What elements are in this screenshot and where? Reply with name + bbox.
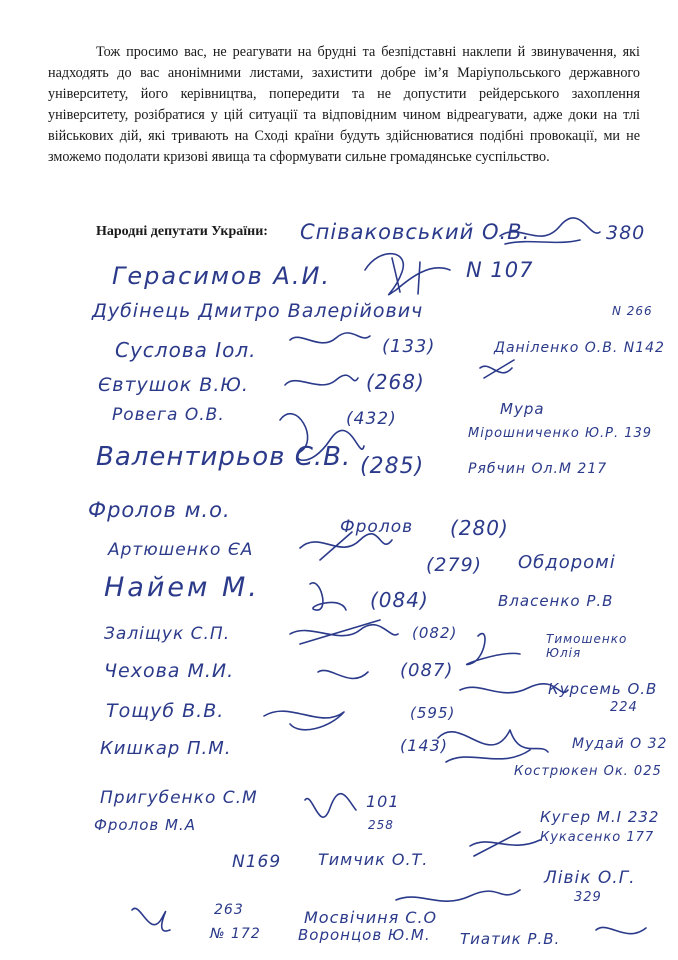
signature-scribble bbox=[290, 333, 370, 343]
handwritten-name: Співаковський О.В. bbox=[300, 220, 531, 244]
handwritten-name: Власенко Р.В bbox=[498, 592, 614, 610]
signature-scribble bbox=[305, 794, 356, 817]
signature-scribble bbox=[290, 620, 398, 644]
handwritten-name: Кострюкен Ок. 025 bbox=[514, 764, 662, 779]
handwritten-name: Герасимов А.И. bbox=[112, 262, 332, 290]
handwritten-name: Валентирьов С.В. bbox=[96, 442, 352, 472]
handwritten-name: Курсемь О.В bbox=[548, 680, 658, 698]
signature-scribble bbox=[467, 634, 520, 665]
handwritten-number: (268) bbox=[366, 370, 425, 394]
signature-scribble bbox=[438, 730, 548, 762]
handwritten-number: 329 bbox=[574, 890, 602, 905]
handwritten-number: 224 bbox=[610, 700, 638, 715]
handwritten-name: Євтушок В.Ю. bbox=[98, 374, 249, 396]
handwritten-name: Фролов м.о. bbox=[88, 498, 231, 522]
handwritten-name: Кишкар П.М. bbox=[100, 738, 232, 759]
handwritten-number: № 172 bbox=[210, 926, 261, 942]
handwritten-number: (280) bbox=[450, 516, 509, 540]
handwritten-number: (084) bbox=[370, 588, 429, 612]
handwritten-number: N 107 bbox=[466, 258, 534, 282]
handwritten-number: (143) bbox=[400, 736, 449, 755]
handwritten-number: (279) bbox=[426, 554, 483, 576]
handwritten-name: Кукасенко 177 bbox=[540, 830, 655, 845]
handwritten-name: Мірошниченко Ю.Р. 139 bbox=[468, 426, 653, 441]
handwritten-name: Фролов М.А bbox=[94, 816, 196, 834]
handwritten-name: Кугер М.І 232 bbox=[540, 808, 660, 826]
handwritten-name: Чеховa М.И. bbox=[104, 660, 235, 682]
handwritten-number: N 266 bbox=[612, 304, 653, 318]
handwritten-name: Фролов bbox=[340, 517, 414, 537]
handwritten-name: Мудай О 32 bbox=[572, 736, 668, 752]
handwritten-name: Мура bbox=[500, 400, 545, 418]
handwritten-name: Ровега О.В. bbox=[112, 405, 225, 425]
signatories-heading: Народні депутати України: bbox=[96, 224, 268, 239]
handwritten-number: (432) bbox=[346, 409, 397, 429]
signature-scribble bbox=[285, 375, 358, 385]
handwritten-number: (087) bbox=[400, 660, 454, 681]
handwritten-name: Суслова Іол. bbox=[115, 338, 257, 362]
handwritten-number: (595) bbox=[410, 704, 456, 722]
signature-scribble bbox=[470, 832, 540, 856]
signature-scribble bbox=[596, 927, 646, 933]
handwritten-number: 263 bbox=[214, 902, 244, 918]
handwritten-number: N169 bbox=[232, 852, 282, 872]
letter-paragraph: Тож просимо вас, не реагувати на брудні та безпідставні наклепи й звинувачення, які надходять до вас анонімними листами, захистити добре ім’я Маріупольського державного університету, його керівництва, попередити та не допустити рейдерського захоплення університету, розібратися у цій ситуації та відповідним чином відреагувати, адже доки на тлі військових дій, які тривають на Сході країни будуть здійснюватися подібні провокації, ми не зможемо подолати кризові явища та сформувати сильне громадянське суспільство. bbox=[48, 44, 640, 165]
handwritten-number: 101 bbox=[366, 792, 400, 811]
signature-scribble bbox=[365, 254, 450, 295]
signature-scribble bbox=[132, 908, 170, 931]
handwritten-number: 258 bbox=[368, 818, 394, 832]
handwritten-name: Артюшенко ЄА bbox=[108, 540, 254, 560]
handwritten-name: Тимошенко Юлія bbox=[546, 632, 628, 660]
handwritten-name: Воронцов Ю.М. bbox=[298, 926, 431, 944]
handwritten-name: Мосвічиня С.О bbox=[304, 908, 438, 927]
handwritten-name: Обдоромі bbox=[518, 552, 616, 573]
handwritten-number: (133) bbox=[382, 336, 436, 357]
handwritten-number: 380 bbox=[606, 222, 646, 244]
handwritten-name: Даніленко О.В. N142 bbox=[494, 340, 665, 356]
handwritten-name: Лівік О.Г. bbox=[544, 868, 636, 888]
handwritten-name: Тимчик О.Т. bbox=[318, 850, 429, 869]
handwritten-name: Рябчин Ол.М 217 bbox=[468, 461, 608, 477]
signature-scribble bbox=[310, 583, 346, 610]
signature-scribble bbox=[264, 711, 344, 730]
handwritten-number: (082) bbox=[412, 624, 458, 642]
handwritten-number: (285) bbox=[360, 454, 425, 479]
handwritten-name: Заліщук С.П. bbox=[104, 624, 231, 644]
handwritten-name: Найем М. bbox=[104, 572, 260, 603]
signature-scribble bbox=[396, 890, 520, 901]
signature-scribble bbox=[480, 360, 514, 378]
signature-scribble bbox=[318, 670, 368, 678]
handwritten-name: Тощуб В.В. bbox=[106, 700, 225, 722]
handwritten-name: Пригубенко С.М bbox=[100, 788, 258, 808]
handwritten-name: Дубінець Дмитро Валерійович bbox=[92, 300, 424, 322]
handwritten-name: Тиатик Р.В. bbox=[460, 930, 561, 948]
